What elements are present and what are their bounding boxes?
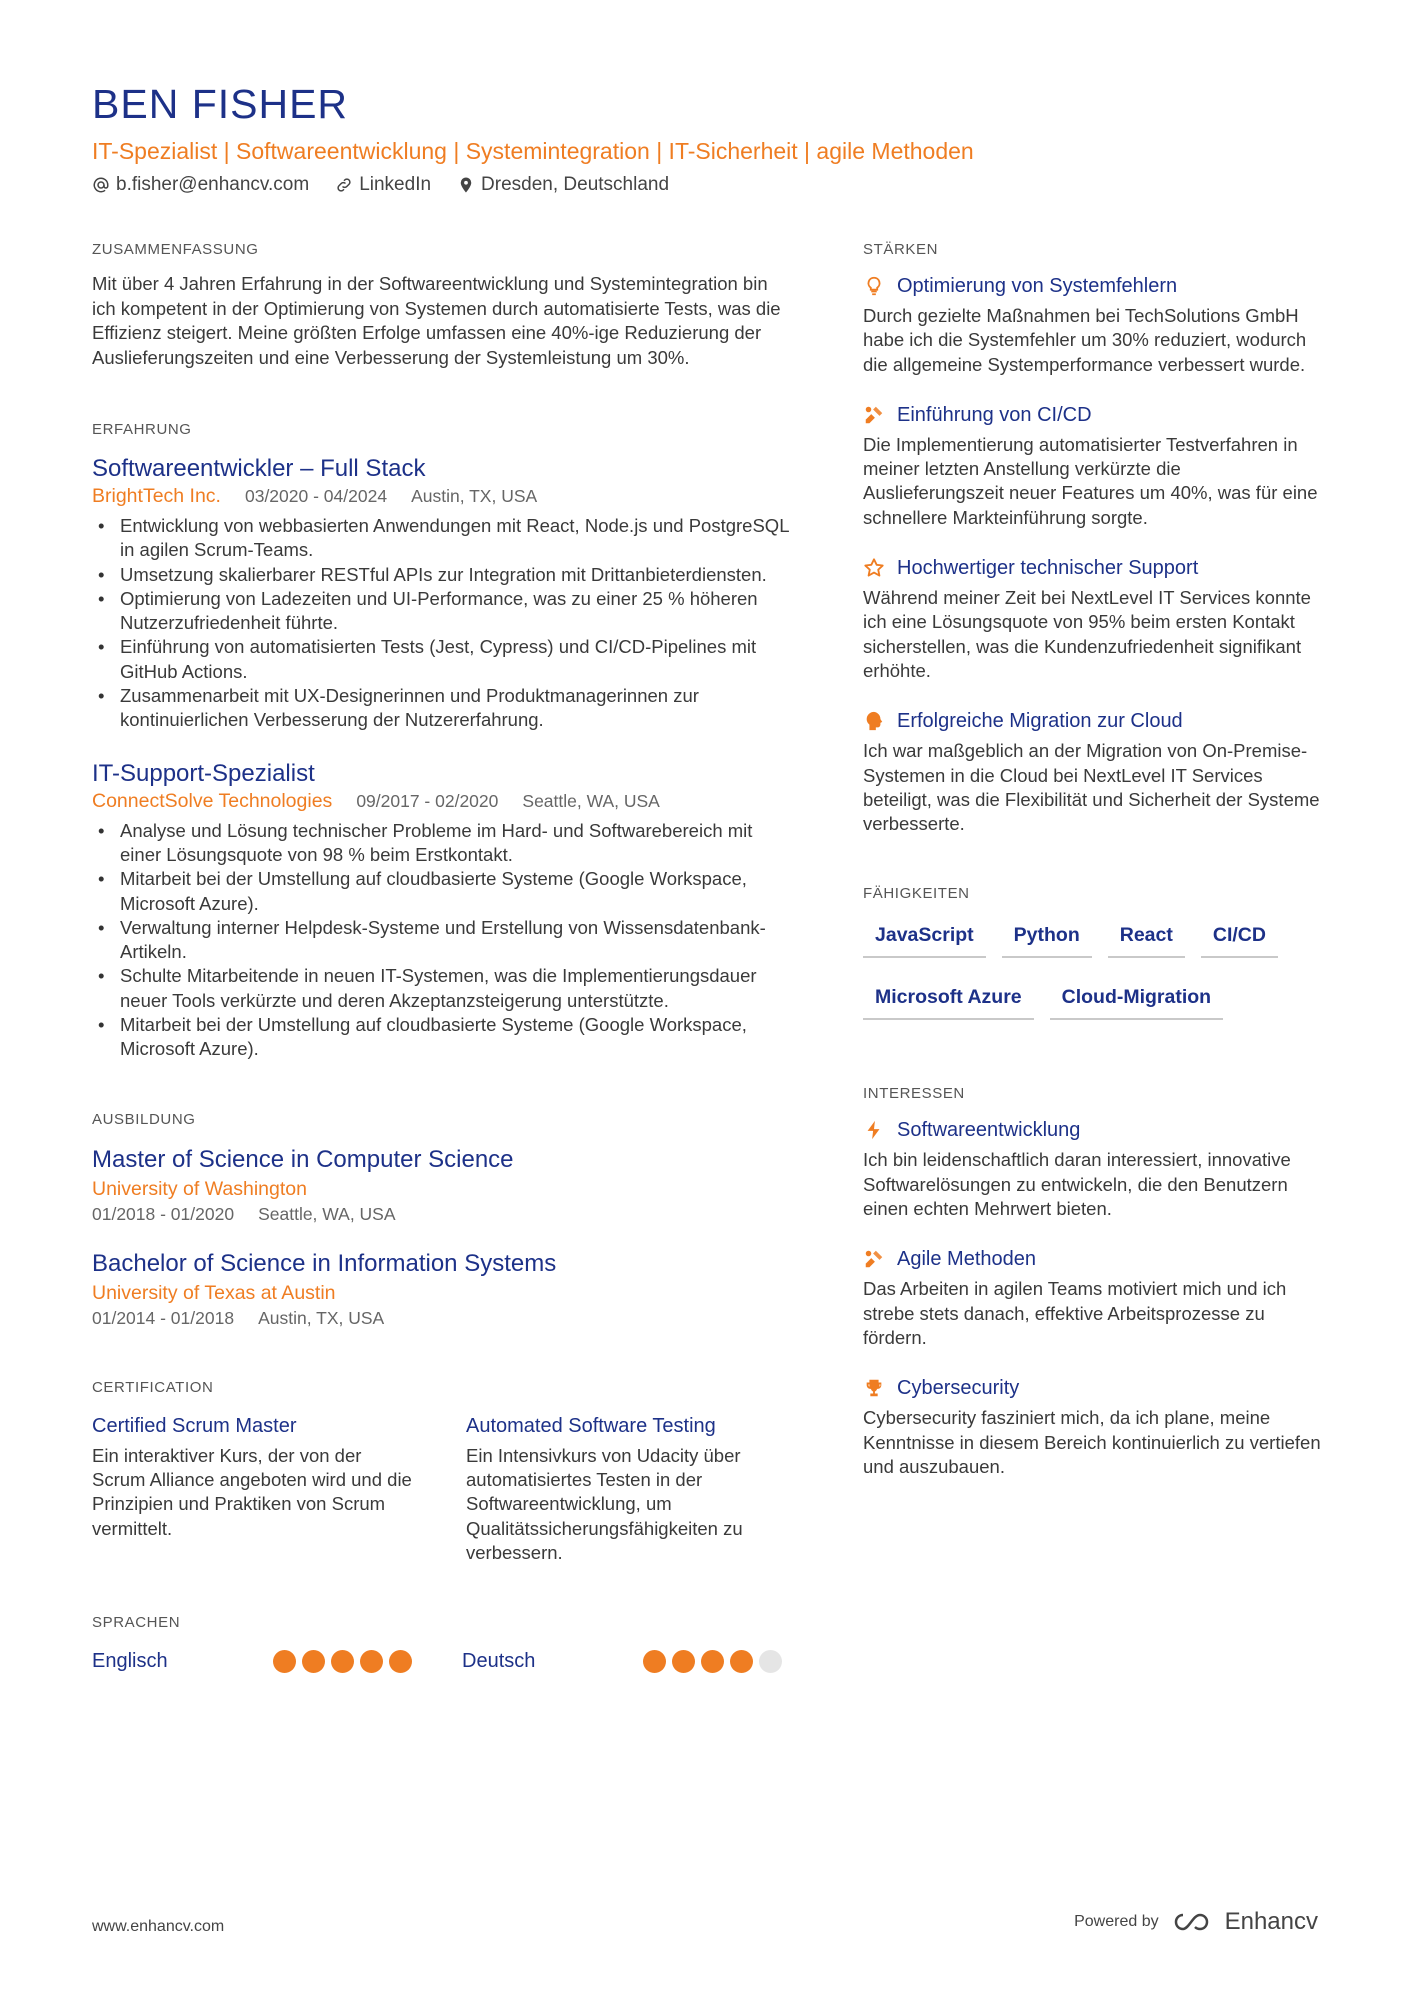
job-title: IT-Support-Spezialist — [92, 759, 315, 787]
strength-description: Die Implementierung automatisierter Testverfahren in meiner letzten Anstellung verkürzte die Auslieferungszeit neuer Features um 40%, was für eine schnellere Markteinführung sorgte. — [863, 433, 1318, 528]
at-icon — [92, 176, 110, 194]
education-location: Seattle, WA, USA — [258, 1203, 396, 1224]
skill-tag: CI/CD — [1201, 922, 1278, 958]
skill-tag: React — [1108, 922, 1185, 958]
language-level — [273, 1650, 412, 1673]
summary-section — [92, 240, 792, 370]
location-contact — [457, 172, 669, 198]
footer-website[interactable]: www.enhancv.com — [92, 1918, 225, 1935]
linkedin-text: LinkedIn — [359, 174, 432, 195]
tools-icon — [863, 404, 885, 426]
job-dates: 09/2017 - 02/2020 — [356, 790, 499, 811]
strengths-section — [863, 240, 1323, 836]
language-level — [643, 1650, 782, 1673]
interest-title: Agile Methoden — [897, 1248, 1036, 1271]
enhancv-logo[interactable] — [1171, 1908, 1318, 1936]
strength-item — [863, 401, 1323, 530]
resume-header — [92, 80, 1342, 198]
interest-item — [863, 1116, 1323, 1221]
bullet-item: • Entwicklung von webbasierten Anwendungen mit React, Node.js und PostgreSQL in agilen Scrum-Teams. — [92, 514, 792, 563]
interest-item — [863, 1245, 1323, 1350]
level-dot-empty — [759, 1650, 782, 1673]
language-entry — [92, 1647, 412, 1675]
strength-item — [863, 272, 1323, 377]
skill-tag: Python — [1002, 922, 1092, 958]
level-dot-filled — [701, 1650, 724, 1673]
lightning-icon — [863, 1119, 885, 1141]
certification-title: Automated Software Testing — [466, 1414, 716, 1437]
strength-item — [863, 554, 1323, 683]
level-dot-filled — [389, 1650, 412, 1673]
section-title: ZUSAMMENFASSUNG — [92, 241, 259, 258]
section-title: AUSBILDUNG — [92, 1110, 196, 1128]
strength-description: Während meiner Zeit bei NextLevel IT Services konnte ich eine Lösungsquote von 95% beim ersten Kontakt sicherstellen, was die Kundenzufriedenheit signifikant erhöhte. — [863, 587, 1311, 681]
languages-section — [92, 1613, 792, 1675]
skills-section — [863, 884, 1323, 1020]
interests-section — [863, 1084, 1323, 1479]
trophy-icon — [863, 1377, 885, 1399]
skill-list — [863, 922, 1323, 1020]
section-title: STÄRKEN — [863, 241, 939, 258]
certification-title: Certified Scrum Master — [92, 1414, 297, 1437]
education-entry — [92, 1144, 792, 1226]
headline: IT-Spezialist | Softwareentwicklung | Systemintegration | IT-Sicherheit | agile Methoden — [92, 138, 974, 164]
level-dot-filled — [302, 1650, 325, 1673]
interest-item — [863, 1374, 1323, 1479]
experience-entry — [92, 454, 792, 733]
experience-entry — [92, 759, 792, 1062]
certification-description: Ein interaktiver Kurs, der von der Scrum Alliance angeboten wird und die Prinzipien und Praktiken von Scrum vermittelt. — [92, 1444, 412, 1539]
right-column — [863, 240, 1323, 1479]
company-name: ConnectSolve Technologies — [92, 789, 333, 812]
certification-description: Ein Intensivkurs von Udacity über automatisiertes Testen in der Softwareentwicklung, um Qualitätssicherungsfähigkeiten zu verbessern. — [466, 1444, 743, 1563]
interest-description: Das Arbeiten in agilen Teams motiviert mich und ich strebe stets danach, effektive Arbeitsprozesse zu fördern. — [863, 1278, 1287, 1348]
language-entry — [462, 1647, 782, 1675]
powered-by-label: Powered by — [1074, 1913, 1159, 1930]
education-section — [92, 1110, 792, 1330]
job-meta — [92, 789, 792, 813]
bullet-item: • Mitarbeit bei der Umstellung auf cloudbasierte Systeme (Google Workspace, Microsoft Azure). — [92, 1013, 792, 1062]
contact-info — [92, 172, 1342, 198]
section-title: SPRACHEN — [92, 1614, 181, 1632]
certification-list — [92, 1412, 792, 1565]
strength-title: Hochwertiger technischer Support — [897, 557, 1199, 580]
bullet-item: • Schulte Mitarbeitende in neuen IT-Systemen, was die Implementierungsdauer neuer Tools verkürzte und deren Akzeptanzsteigerung unterstützte. — [92, 964, 792, 1013]
link-icon — [335, 176, 353, 194]
interest-description: Ich bin leidenschaftlich daran interessiert, innovative Softwarelösungen zu entwickeln, die den Benutzern einen echten Mehrwert bieten. — [863, 1149, 1291, 1220]
bullet-item: • Zusammenarbeit mit UX-Designerinnen und Produktmanagerinnen zur kontinuierlichen Verbesserung der Nutzererfahrung. — [92, 684, 792, 733]
interest-description: Cybersecurity fasziniert mich, da ich plane, meine Kenntnisse in diesem Bereich kontinuierlich zu vertiefen und auszubauen. — [863, 1407, 1321, 1477]
language-name: Englisch — [92, 1650, 168, 1673]
degree-title: Bachelor of Science in Information Systems — [92, 1249, 557, 1277]
location-text: Dresden, Deutschland — [481, 174, 670, 195]
experience-section — [92, 420, 792, 1062]
education-location: Austin, TX, USA — [258, 1307, 385, 1328]
job-title: Softwareentwickler – Full Stack — [92, 455, 426, 482]
section-title: ERFAHRUNG — [92, 421, 192, 438]
interest-title: Cybersecurity — [897, 1377, 1020, 1400]
certification-entry — [466, 1412, 792, 1565]
infinity-logo-icon — [1171, 1910, 1217, 1934]
strength-description: Ich war maßgeblich an der Migration von On-Premise-Systemen in die Cloud bei NextLevel IT Services beteiligt, was die Flexibilität und Sicherheit der Systeme verbesserte. — [863, 740, 1320, 835]
interest-title: Softwareentwicklung — [897, 1119, 1081, 1142]
strength-description: Durch gezielte Maßnahmen bei TechSolutions GmbH habe ich die Systemfehler um 30% reduziert, wodurch die allgemeine Systemperformance verbessert wurde. — [863, 305, 1307, 375]
job-meta — [92, 484, 792, 508]
level-dot-filled — [643, 1650, 666, 1673]
email-contact[interactable] — [92, 172, 309, 198]
school-name: University of Washington — [92, 1177, 307, 1200]
bullet-item: • Mitarbeit bei der Umstellung auf cloudbasierte Systeme (Google Workspace, Microsoft Azure). — [92, 867, 792, 916]
education-dates: 01/2014 - 01/2018 — [92, 1307, 235, 1328]
linkedin-contact[interactable] — [335, 172, 431, 198]
level-dot-filled — [331, 1650, 354, 1673]
star-icon — [863, 557, 885, 579]
brand-name: Enhancv — [1224, 1908, 1318, 1935]
language-list — [92, 1647, 792, 1675]
bullet-item: • Optimierung von Ladezeiten und UI-Performance, was zu einer 25 % höheren Nutzerzufriedenheit führte. — [92, 587, 792, 636]
candidate-name: BEN FISHER — [92, 81, 349, 127]
company-name: BrightTech Inc. — [92, 485, 221, 507]
level-dot-filled — [672, 1650, 695, 1673]
location-pin-icon — [457, 176, 475, 194]
skill-tag: JavaScript — [863, 922, 986, 958]
strength-title: Optimierung von Systemfehlern — [897, 275, 1178, 297]
degree-title: Master of Science in Computer Science — [92, 1145, 514, 1173]
footer-branding — [1074, 1908, 1318, 1936]
education-meta — [92, 1306, 792, 1330]
tools-icon — [863, 1248, 885, 1270]
email-text: b.fisher@enhancv.com — [116, 174, 310, 195]
level-dot-filled — [273, 1650, 296, 1673]
bullet-item: • Analyse und Lösung technischer Probleme im Hard- und Softwarebereich mit einer Lösungsquote von 98 % beim Erstkontakt. — [92, 819, 792, 868]
language-name: Deutsch — [462, 1650, 536, 1673]
section-title: FÄHIGKEITEN — [863, 885, 970, 903]
level-dot-filled — [730, 1650, 753, 1673]
certification-entry — [92, 1412, 418, 1565]
education-meta — [92, 1202, 792, 1226]
strength-item — [863, 707, 1323, 836]
certification-section — [92, 1378, 792, 1565]
education-dates: 01/2018 - 01/2020 — [92, 1203, 235, 1224]
brain-icon — [863, 710, 885, 732]
left-column — [92, 240, 792, 1675]
job-location: Austin, TX, USA — [411, 486, 538, 506]
section-title: CERTIFICATION — [92, 1378, 214, 1396]
skill-tag: Microsoft Azure — [863, 984, 1034, 1020]
skill-tag: Cloud-Migration — [1050, 984, 1223, 1020]
strength-title: Erfolgreiche Migration zur Cloud — [897, 710, 1183, 733]
job-bullets — [92, 514, 792, 733]
section-title: INTERESSEN — [863, 1085, 965, 1103]
bullet-item: • Umsetzung skalierbarer RESTful APIs zur Integration mit Drittanbieterdiensten. — [92, 563, 792, 587]
job-location: Seattle, WA, USA — [522, 790, 660, 811]
job-dates: 03/2020 - 04/2024 — [244, 486, 388, 506]
bullet-item: • Verwaltung interner Helpdesk-Systeme und Erstellung von Wissensdatenbank-Artikeln. — [92, 916, 792, 965]
summary-text: Mit über 4 Jahren Erfahrung in der Softwareentwicklung und Systemintegration bin ich kompetent in der Optimierung von Systemen durch automatisierte Tests, was die Effizienz steigert. Meine größten Erfolge umfassen eine 40%-ige Reduzierung der Auslieferungszeiten und eine Verbesserung der Systemleistung um 30%. — [92, 273, 781, 368]
job-bullets — [92, 819, 792, 1062]
strength-title: Einführung von CI/CD — [897, 403, 1092, 426]
bullet-item: • Einführung von automatisierten Tests (Jest, Cypress) und CI/CD-Pipelines mit GitHub Actions. — [92, 635, 792, 684]
education-entry — [92, 1248, 792, 1330]
lightbulb-icon — [863, 275, 885, 297]
school-name: University of Texas at Austin — [92, 1281, 336, 1304]
level-dot-filled — [360, 1650, 383, 1673]
